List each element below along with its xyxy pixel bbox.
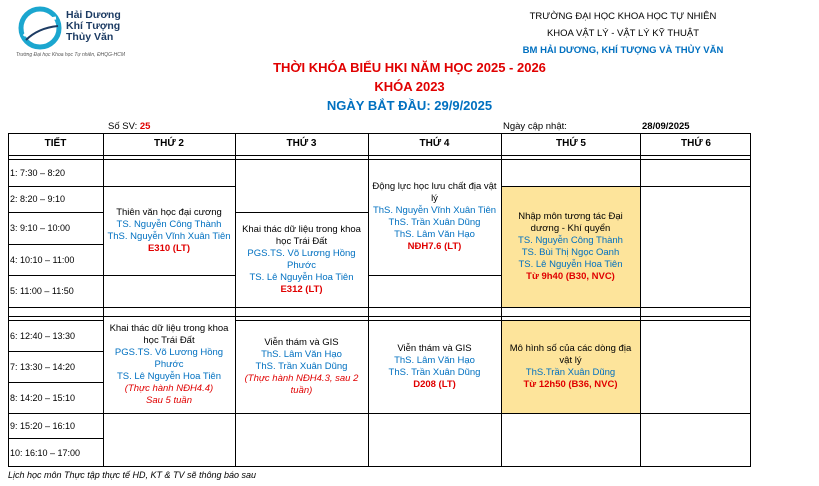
teacher-name: ThS. Trần Xuân Dũng xyxy=(388,217,481,228)
room-label: E312 (LT) xyxy=(280,283,323,295)
wed-morning-class xyxy=(368,159,501,275)
period-10: 10: 16:10 – 17:00 xyxy=(10,447,81,458)
updated-label: Ngày cập nhật: xyxy=(503,121,567,132)
grid-line xyxy=(750,133,751,467)
room-label: Từ 9h40 (B30, NVC) xyxy=(526,270,615,282)
course-title: Viễn thám và GIS xyxy=(397,342,472,354)
teacher-name: TS. Lê Nguyễn Hoa Tiên xyxy=(116,370,222,382)
lab-note: (Thực hành NĐH4.4) xyxy=(124,382,214,394)
teacher-name: PGS.TS. Võ Lương Hồng Phước xyxy=(114,346,224,370)
grid-line xyxy=(235,212,368,213)
university-name: TRƯỜNG ĐẠI HỌC KHOA HỌC TỰ NHIÊN xyxy=(529,11,717,22)
logo-line-2: Khí Tượng xyxy=(66,20,121,32)
course-title: Khai thác dữ liệu trong khoa học Trái Đất xyxy=(109,322,229,346)
header-tuesday: THỨ 3 xyxy=(286,138,317,149)
logo-subtitle: Trường Đại học Khoa học Tự nhiên, ĐHQG-HCM xyxy=(16,52,126,58)
start-date-title: NGÀY BẮT ĐẦU: 29/9/2025 xyxy=(326,98,493,113)
teacher-name: ThS. Trần Xuân Dũng xyxy=(388,366,481,378)
cohort-title: KHÓA 2023 xyxy=(374,79,445,94)
schedule-title: THỜI KHÓA BIỂU HKI NĂM HỌC 2025 - 2026 xyxy=(273,60,546,75)
course-title: Viễn thám và GIS xyxy=(264,336,339,348)
logo-line-3: Thủy Văn xyxy=(66,31,114,43)
student-count-label: Số SV: xyxy=(108,121,138,132)
grid-line xyxy=(501,133,502,467)
period-4: 4: 10:10 – 11:00 xyxy=(10,254,75,265)
period-6: 6: 12:40 – 13:30 xyxy=(10,330,76,341)
header-friday: THỨ 6 xyxy=(681,138,711,149)
header-wednesday: THỨ 4 xyxy=(419,138,450,149)
department-logo xyxy=(16,6,156,58)
student-count-value: 25 xyxy=(139,121,151,132)
period-9: 9: 15:20 – 16:10 xyxy=(10,420,76,431)
grid-line xyxy=(8,133,9,467)
teacher-name: ThS. Nguyễn Vĩnh Xuân Tiên xyxy=(107,230,231,242)
grid-line xyxy=(8,212,103,213)
period-2: 2: 8:20 – 9:10 xyxy=(10,194,66,204)
grid-line xyxy=(235,320,751,321)
teacher-name: ThS. Nguyễn Vĩnh Xuân Tiên xyxy=(372,205,497,216)
course-title: Động lực học lưu chất địa vật lý xyxy=(372,181,497,204)
period-1: 1: 7:30 – 8:20 xyxy=(10,167,66,178)
grid-line xyxy=(8,351,103,352)
teacher-name: ThS. Trần Xuân Dũng xyxy=(255,360,348,372)
lab-note: (Thực hành NĐH4.3, sau 2 tuần) xyxy=(244,372,359,396)
department-name: BM HẢI DƯƠNG, KHÍ TƯỢNG VÀ THỦY VĂN xyxy=(522,45,724,56)
grid-line xyxy=(8,320,103,321)
room-label: E310 (LT) xyxy=(147,242,191,254)
grid-line xyxy=(640,133,641,467)
teacher-name: TS. Nguyễn Công Thành xyxy=(518,234,623,246)
grid-line xyxy=(368,275,501,276)
room-label: Từ 12h50 (B36, NVC) xyxy=(523,378,618,390)
mon-morning-class xyxy=(103,186,235,275)
updated-value: 28/09/2025 xyxy=(642,121,690,132)
teacher-name: TS. Bùi Thị Ngọc Oanh xyxy=(521,246,620,258)
course-title: Khai thác dữ liệu trong khoa học Trái Đất xyxy=(242,223,361,247)
period-5: 5: 11:00 – 11:50 xyxy=(10,286,74,296)
period-3: 3: 9:10 – 10:00 xyxy=(10,223,71,233)
mon-afternoon-class xyxy=(103,316,235,413)
header-thursday: THỨ 5 xyxy=(556,138,586,149)
course-title: Mô hình số của các dòng địa vật lý xyxy=(509,342,632,366)
tue-afternoon-class xyxy=(235,320,368,413)
teacher-name: ThS. Lâm Văn Hạo xyxy=(261,348,342,360)
thu-afternoon-class xyxy=(501,320,640,413)
grid-line xyxy=(103,133,104,467)
period-7: 7: 13:30 – 14:20 xyxy=(10,361,76,372)
teacher-name: TS. Nguyễn Công Thành xyxy=(116,218,222,230)
footnote: Lịch học môn Thực tập thực tế HD, KT & TV sẽ thông báo sau xyxy=(8,470,257,480)
logo-line-1: Hải Dương xyxy=(66,9,121,21)
grid-line xyxy=(8,382,103,383)
grid-line xyxy=(8,275,235,276)
room-label: NĐH7.6 (LT) xyxy=(407,241,462,252)
lab-note: Sau 5 tuần xyxy=(146,394,192,406)
grid-line xyxy=(368,133,369,467)
header-monday: THỨ 2 xyxy=(154,138,184,149)
wed-afternoon-class xyxy=(368,320,501,413)
teacher-name: ThS. Lâm Văn Hạo xyxy=(394,354,475,366)
teacher-name: TS. Lê Nguyễn Hoa Tiên xyxy=(518,258,623,270)
grid-line xyxy=(8,244,103,245)
logo-wave-icon xyxy=(18,6,62,50)
course-title: Nhập môn tương tác Đại dương - Khí quyển xyxy=(518,210,623,234)
student-count xyxy=(108,121,150,132)
logo-title xyxy=(66,10,121,43)
grid-line xyxy=(235,133,236,467)
grid-line xyxy=(8,438,103,439)
teacher-name: ThS.Trần Xuân Dũng xyxy=(525,366,616,378)
thu-morning-class xyxy=(501,186,640,307)
grid-line xyxy=(8,186,103,187)
teacher-name: TS. Lê Nguyễn Hoa Tiên xyxy=(249,271,354,283)
university-block xyxy=(493,8,753,59)
timetable xyxy=(8,133,751,467)
teacher-name: PGS.TS. Võ Lương Hồng Phước xyxy=(247,247,356,271)
teacher-name: ThS. Lâm Văn Hạo xyxy=(394,229,475,240)
grid-line xyxy=(501,186,751,187)
faculty-name: KHOA VẬT LÝ - VẬT LÝ KỸ THUẬT xyxy=(546,28,700,39)
header-period: TIẾT xyxy=(44,138,67,149)
grid-line xyxy=(103,186,235,187)
course-title: Thiên văn học đại cương xyxy=(116,206,222,218)
tue-morning-class xyxy=(235,212,368,307)
room-label: D208 (LT) xyxy=(413,378,456,390)
period-8: 8: 14:20 – 15:10 xyxy=(10,392,76,403)
